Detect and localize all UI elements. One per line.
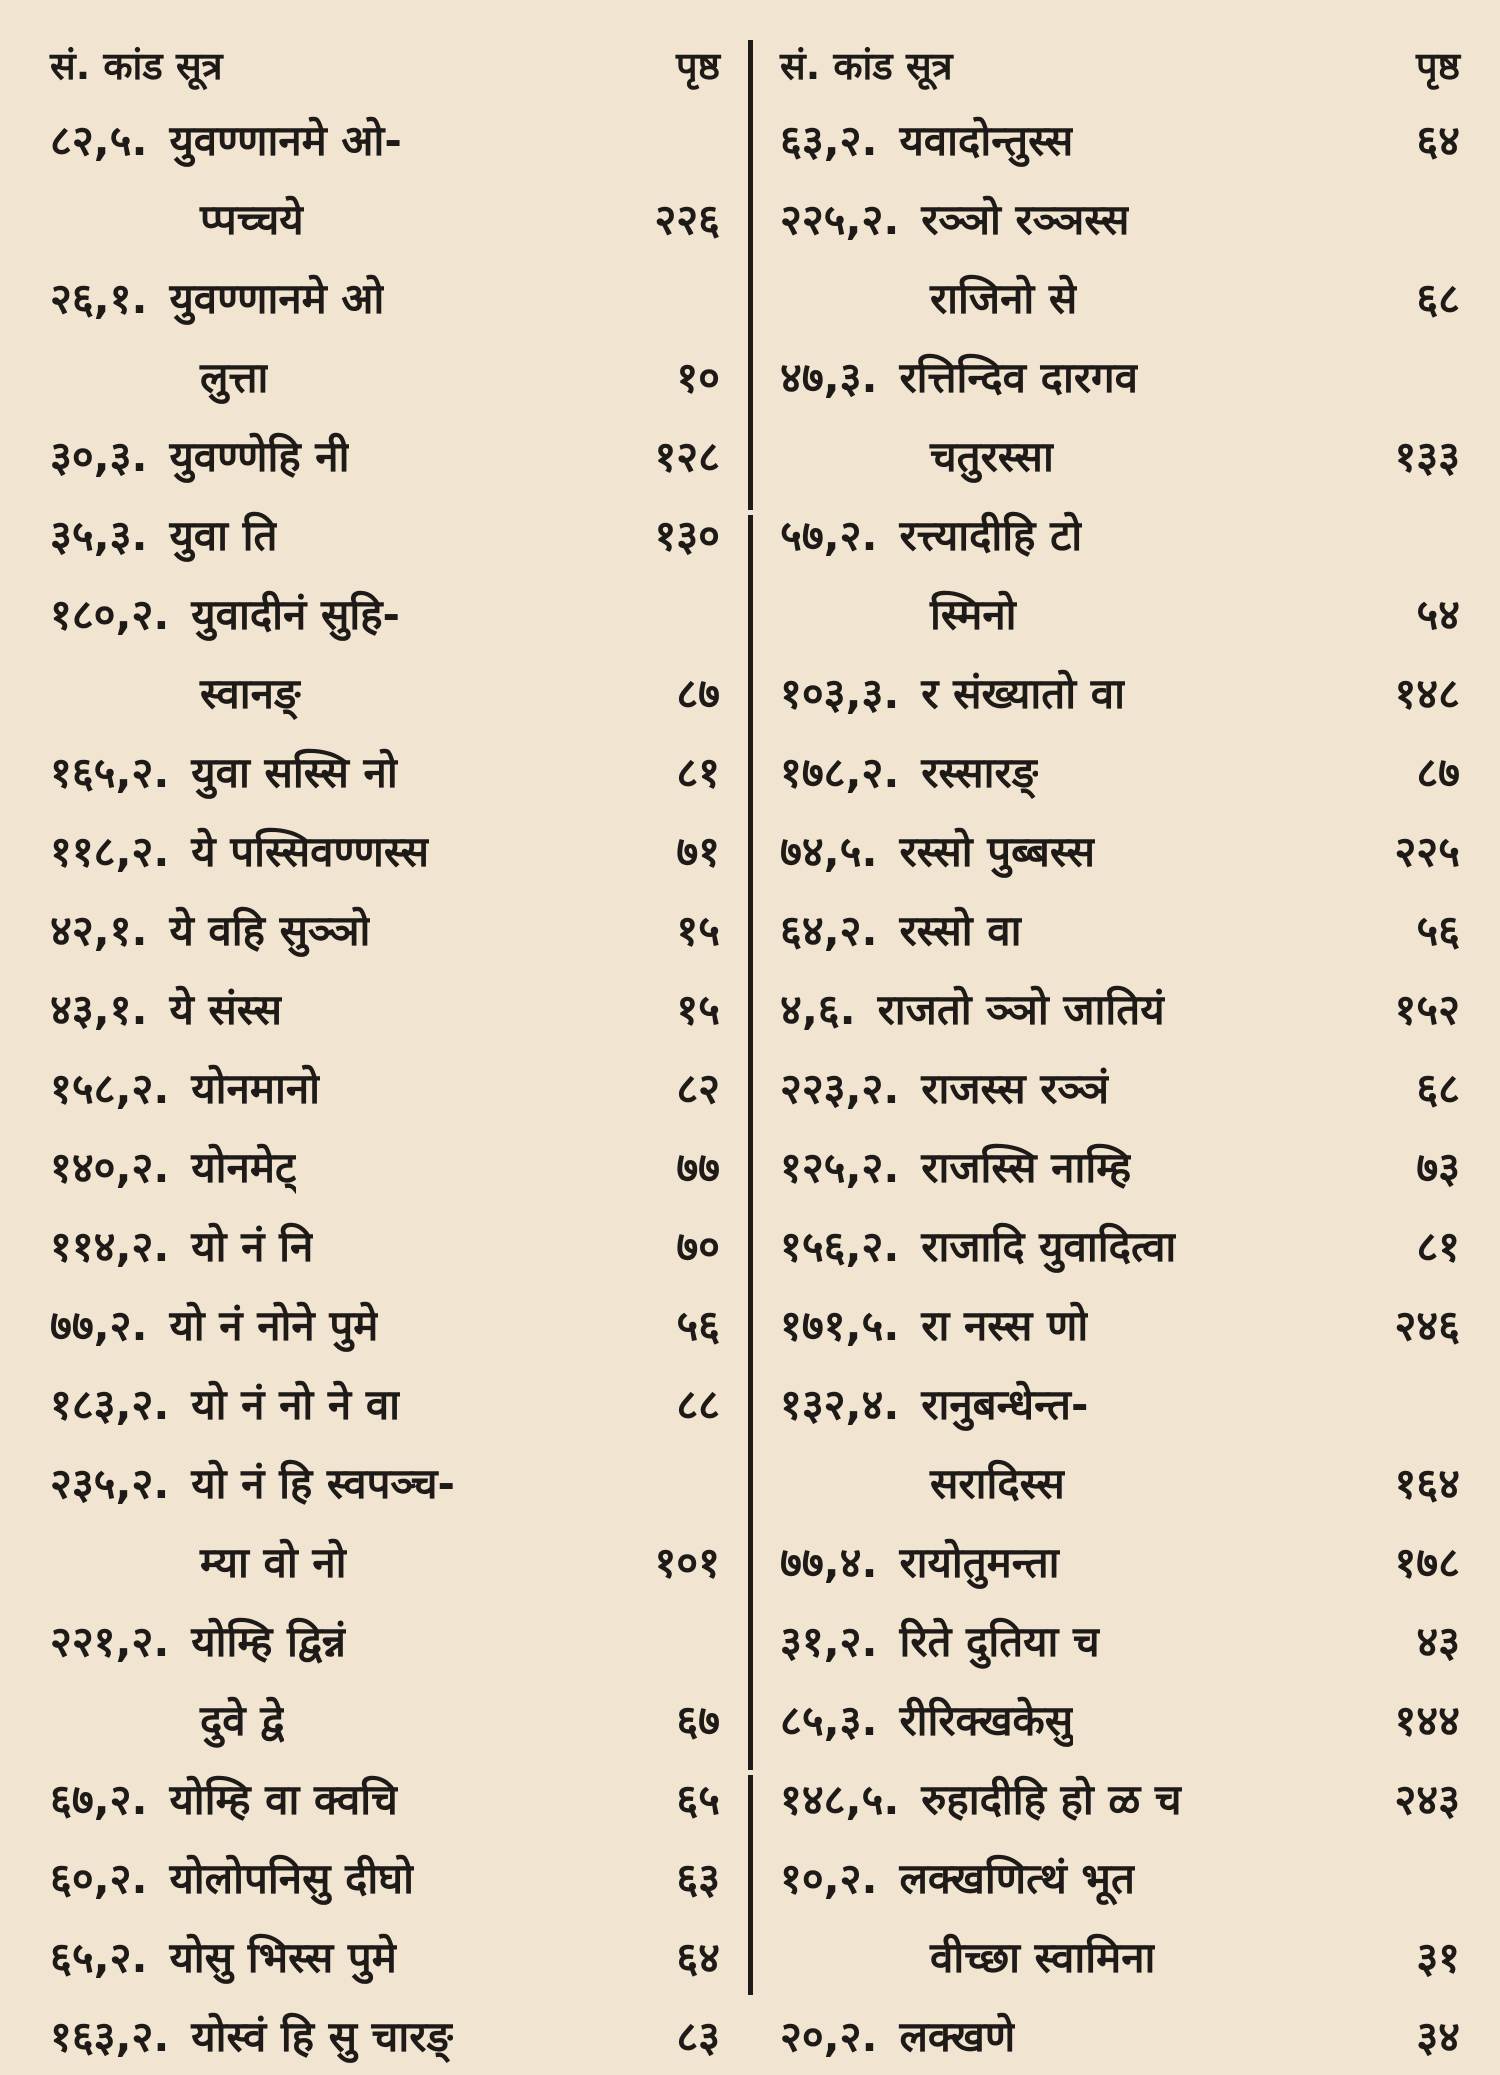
index-entry bbox=[780, 1601, 1460, 1680]
entry-number: १०३,३. bbox=[780, 669, 900, 718]
entry-text bbox=[780, 1138, 1131, 1195]
entry-page-number: ६७ bbox=[676, 1696, 720, 1745]
column-divider bbox=[748, 1775, 753, 1995]
index-entry bbox=[50, 100, 720, 179]
entry-sutra: यो नं हि स्वपञ्च- bbox=[191, 1459, 455, 1508]
entry-number: ७७,४. bbox=[780, 1538, 878, 1587]
entry-page-number: १२८ bbox=[654, 432, 720, 481]
entry-page-number: ८१ bbox=[1416, 1222, 1460, 1271]
entry-sutra: रिते दुतिया च bbox=[899, 1617, 1100, 1666]
index-entry bbox=[780, 179, 1460, 258]
index-entry bbox=[780, 1996, 1460, 2075]
index-entry bbox=[780, 1364, 1460, 1443]
index-entry bbox=[50, 811, 720, 890]
entry-sutra: लुत्ता bbox=[200, 353, 269, 402]
index-entry bbox=[780, 1127, 1460, 1206]
entry-sutra: रीरिक्खकेसु bbox=[899, 1696, 1074, 1745]
index-entry bbox=[50, 1522, 720, 1601]
entry-number: ७७,२. bbox=[50, 1301, 148, 1350]
entry-page-number: १० bbox=[676, 353, 720, 402]
index-entry bbox=[780, 653, 1460, 732]
index-entry bbox=[780, 416, 1460, 495]
entry-number: १०,२. bbox=[780, 1854, 878, 1903]
column-header bbox=[50, 30, 720, 100]
index-entry bbox=[50, 1917, 720, 1996]
entry-page-number: ७१ bbox=[676, 827, 720, 876]
entry-text bbox=[780, 190, 1129, 247]
index-entry bbox=[780, 732, 1460, 811]
index-entry bbox=[780, 1917, 1460, 1996]
entry-number: ४३,१. bbox=[50, 985, 148, 1034]
entry-number: ११८,२. bbox=[50, 827, 170, 876]
index-entry bbox=[50, 1048, 720, 1127]
entry-text bbox=[780, 348, 1138, 405]
entry-text bbox=[50, 1612, 346, 1669]
entry-sutra: योसु भिस्स पुमे bbox=[169, 1933, 397, 1982]
index-entry bbox=[50, 653, 720, 732]
entry-text bbox=[780, 822, 1095, 879]
entry-number: ६५,२. bbox=[50, 1933, 148, 1982]
entry-page-number: ७७ bbox=[676, 1143, 720, 1192]
entry-text bbox=[50, 743, 398, 800]
entry-sutra: रस्सो वा bbox=[899, 906, 1022, 955]
entry-sutra: लक्खणित्थं भूत bbox=[899, 1854, 1135, 1903]
entry-text bbox=[780, 585, 1017, 642]
entry-number: २६,१. bbox=[50, 274, 148, 323]
entry-number: १५६,२. bbox=[780, 1222, 900, 1271]
column-divider bbox=[748, 40, 753, 510]
entry-sutra: चतुरस्सा bbox=[930, 432, 1054, 481]
entry-page-number: ६४ bbox=[676, 1933, 720, 1982]
entry-page-number: ५६ bbox=[676, 1301, 720, 1350]
entry-sutra: यवादोन्तुस्स bbox=[899, 116, 1074, 165]
entry-page-number: २४३ bbox=[1394, 1775, 1460, 1824]
entry-sutra: युवादीनं सुहि- bbox=[191, 590, 400, 639]
index-entry bbox=[50, 495, 720, 574]
entry-number: ११४,२. bbox=[50, 1222, 170, 1271]
entry-sutra: योम्हि वा क्वचि bbox=[169, 1775, 398, 1824]
index-entry bbox=[780, 1759, 1460, 1838]
header-page: पृष्ठ bbox=[1416, 44, 1460, 88]
entry-sutra: ये पस्सिवण्णस्स bbox=[191, 827, 429, 876]
entry-text bbox=[50, 427, 349, 484]
entry-number: १४०,२. bbox=[50, 1143, 170, 1192]
entry-number: २३५,२. bbox=[50, 1459, 170, 1508]
index-entry bbox=[50, 1364, 720, 1443]
entry-sutra: रा नस्स णो bbox=[921, 1301, 1089, 1350]
entry-page-number: ३४ bbox=[1416, 2012, 1460, 2061]
entry-sutra: रस्सारङ् bbox=[921, 748, 1039, 797]
index-entry bbox=[780, 890, 1460, 969]
entry-page-number: १५२ bbox=[1394, 985, 1460, 1034]
entry-text bbox=[50, 1296, 378, 1353]
entry-text bbox=[780, 743, 1038, 800]
entry-text bbox=[780, 427, 1054, 484]
entry-text bbox=[780, 664, 1125, 721]
entry-page-number: ६५ bbox=[676, 1775, 720, 1824]
entry-sutra: रस्सो पुब्बस्स bbox=[899, 827, 1096, 876]
entry-page-number: ६८ bbox=[1416, 274, 1460, 323]
entry-text bbox=[780, 1849, 1135, 1906]
column-header bbox=[780, 30, 1460, 100]
entry-sutra: राजिनो से bbox=[930, 274, 1078, 323]
index-entry bbox=[780, 1443, 1460, 1522]
index-entry bbox=[50, 179, 720, 258]
entry-number: १५८,२. bbox=[50, 1064, 170, 1113]
index-entry bbox=[50, 337, 720, 416]
entry-sutra: लक्खणे bbox=[899, 2012, 1016, 2061]
entry-sutra: प्पच्चये bbox=[200, 195, 304, 244]
entry-page-number: १३० bbox=[654, 511, 720, 560]
entry-page-number: २२५ bbox=[1394, 827, 1460, 876]
entry-text bbox=[50, 585, 400, 642]
index-entry bbox=[780, 1206, 1460, 1285]
index-entry bbox=[50, 1838, 720, 1917]
entry-text bbox=[50, 980, 282, 1037]
entry-text bbox=[780, 1691, 1073, 1748]
entry-page-number: ५४ bbox=[1416, 590, 1460, 639]
entry-sutra: युवण्णानमे ओ bbox=[169, 274, 385, 323]
entry-text bbox=[780, 1612, 1100, 1669]
entry-sutra: रानुबन्धेन्त- bbox=[921, 1380, 1089, 1429]
entry-number: १६३,२. bbox=[50, 2012, 170, 2061]
entry-sutra: ये संस्स bbox=[169, 985, 282, 1034]
entry-number: ३०,३. bbox=[50, 432, 148, 481]
entry-page-number: १४४ bbox=[1394, 1696, 1460, 1745]
index-entry bbox=[50, 574, 720, 653]
entry-sutra: म्या वो नो bbox=[200, 1538, 347, 1587]
entry-number: १६५,२. bbox=[50, 748, 170, 797]
entry-text bbox=[50, 901, 370, 958]
entry-page-number: ३१ bbox=[1416, 1933, 1460, 1982]
entry-text bbox=[780, 901, 1022, 958]
entry-page-number: ८२ bbox=[676, 1064, 720, 1113]
entry-text bbox=[50, 269, 384, 326]
header-label: सं. कांड सूत्र bbox=[50, 44, 223, 88]
entry-text bbox=[780, 1375, 1088, 1432]
right-column bbox=[780, 30, 1460, 2075]
entry-page-number: १७८ bbox=[1394, 1538, 1460, 1587]
entry-text bbox=[780, 1928, 1155, 1985]
entry-number: ४२,१. bbox=[50, 906, 148, 955]
entry-number: १८३,२. bbox=[50, 1380, 170, 1429]
entry-text bbox=[50, 1217, 313, 1274]
entry-text bbox=[780, 111, 1073, 168]
entry-sutra: युवण्णेहि नी bbox=[169, 432, 350, 481]
entry-page-number: ८७ bbox=[676, 669, 720, 718]
entry-sutra: योलोपनिसु दीघो bbox=[169, 1854, 414, 1903]
entry-number: ५७,२. bbox=[780, 511, 878, 560]
index-entry bbox=[780, 811, 1460, 890]
entry-sutra: रञ्ञो रञ्ञस्स bbox=[921, 195, 1130, 244]
entry-sutra: योम्हि द्विन्नं bbox=[191, 1617, 346, 1666]
entry-page-number: १५ bbox=[676, 985, 720, 1034]
entry-text bbox=[50, 1454, 455, 1511]
index-entry bbox=[50, 1680, 720, 1759]
entry-text bbox=[50, 1928, 397, 1985]
entry-text bbox=[50, 1138, 296, 1195]
index-entry bbox=[780, 1680, 1460, 1759]
entry-text bbox=[50, 1533, 347, 1590]
index-entry bbox=[50, 1206, 720, 1285]
entry-sutra: यो नं नो ने वा bbox=[191, 1380, 401, 1429]
index-entry bbox=[780, 574, 1460, 653]
entry-sutra: सरादिस्स bbox=[930, 1459, 1065, 1508]
entry-page-number: ७० bbox=[676, 1222, 720, 1271]
entry-sutra: दुवे द्वे bbox=[200, 1696, 285, 1745]
entry-page-number: ७३ bbox=[1416, 1143, 1460, 1192]
entry-text bbox=[780, 506, 1082, 563]
entry-number: ८२,५. bbox=[50, 116, 148, 165]
header-page: पृष्ठ bbox=[676, 44, 720, 88]
entry-page-number: ८७ bbox=[1416, 748, 1460, 797]
entry-text bbox=[780, 269, 1077, 326]
entry-number: १४८,५. bbox=[780, 1775, 900, 1824]
entry-text bbox=[780, 1217, 1176, 1274]
entry-page-number: ६४ bbox=[1416, 116, 1460, 165]
entry-page-number: १५ bbox=[676, 906, 720, 955]
entry-sutra: योनमेट् bbox=[191, 1143, 297, 1192]
entry-sutra: राजस्सि नाम्हि bbox=[921, 1143, 1132, 1192]
entry-sutra: रत्त्यादीहि टो bbox=[899, 511, 1083, 560]
entry-text bbox=[780, 1059, 1109, 1116]
entry-text bbox=[50, 190, 304, 247]
entry-number: २२१,२. bbox=[50, 1617, 170, 1666]
entry-number: १८०,२. bbox=[50, 590, 170, 639]
entry-number: १७८,२. bbox=[780, 748, 900, 797]
entry-number: १३२,४. bbox=[780, 1380, 900, 1429]
index-entry bbox=[780, 1048, 1460, 1127]
entry-text bbox=[50, 822, 429, 879]
entry-number: ३५,३. bbox=[50, 511, 148, 560]
entry-number: १२५,२. bbox=[780, 1143, 900, 1192]
index-entry bbox=[780, 1838, 1460, 1917]
entry-page-number: १३३ bbox=[1394, 432, 1460, 481]
entry-number: ६३,२. bbox=[780, 116, 878, 165]
entry-sutra: यो नं नोने पुमे bbox=[169, 1301, 379, 1350]
entry-page-number: ५६ bbox=[1416, 906, 1460, 955]
column-divider bbox=[748, 515, 753, 1770]
index-entry bbox=[50, 416, 720, 495]
entry-text bbox=[780, 980, 1165, 1037]
entry-page-number: १४८ bbox=[1394, 669, 1460, 718]
entry-number: २०,२. bbox=[780, 2012, 878, 2061]
index-entry bbox=[780, 258, 1460, 337]
entry-text bbox=[780, 1296, 1088, 1353]
index-entry bbox=[50, 1443, 720, 1522]
entry-sutra: युवा ति bbox=[169, 511, 278, 560]
entry-page-number: ६८ bbox=[1416, 1064, 1460, 1113]
entry-page-number: २२६ bbox=[654, 195, 720, 244]
entry-sutra: वीच्छा स्वामिना bbox=[930, 1933, 1156, 1982]
entry-text bbox=[50, 506, 277, 563]
entry-text bbox=[780, 1533, 1060, 1590]
entry-number: ४,६. bbox=[780, 985, 856, 1034]
entry-sutra: ये वहि सुञ्ञो bbox=[169, 906, 371, 955]
entry-text bbox=[50, 1770, 398, 1827]
entry-page-number: १६४ bbox=[1394, 1459, 1460, 1508]
entry-sutra: र संख्यातो वा bbox=[921, 669, 1125, 718]
entry-text bbox=[50, 111, 402, 168]
entry-sutra: युवा सस्सि नो bbox=[191, 748, 398, 797]
entry-number: ४७,३. bbox=[780, 353, 878, 402]
entry-sutra: योनमानो bbox=[191, 1064, 321, 1113]
entry-text bbox=[50, 1059, 320, 1116]
entry-page-number: ६३ bbox=[676, 1854, 720, 1903]
entry-number: ६७,२. bbox=[50, 1775, 148, 1824]
entry-text bbox=[50, 1849, 414, 1906]
index-entry bbox=[50, 1759, 720, 1838]
entry-number: ७४,५. bbox=[780, 827, 878, 876]
entry-text bbox=[780, 1454, 1065, 1511]
index-entry bbox=[780, 1522, 1460, 1601]
header-label: सं. कांड सूत्र bbox=[780, 44, 953, 88]
index-entry bbox=[50, 258, 720, 337]
entry-sutra: यो नं नि bbox=[191, 1222, 314, 1271]
index-entry bbox=[50, 1285, 720, 1364]
entry-text bbox=[50, 348, 268, 405]
entry-sutra: राजतो ञ्ञो जातियं bbox=[877, 985, 1165, 1034]
index-entry bbox=[780, 337, 1460, 416]
entry-sutra: रायोतुमन्ता bbox=[899, 1538, 1060, 1587]
entry-text bbox=[780, 1770, 1182, 1827]
entry-sutra: रुहादीहि हो ळ च bbox=[921, 1775, 1182, 1824]
entry-sutra: युवण्णानमे ओ- bbox=[169, 116, 402, 165]
entry-number: २२३,२. bbox=[780, 1064, 900, 1113]
index-entry bbox=[50, 1601, 720, 1680]
index-entry bbox=[50, 890, 720, 969]
index-entry bbox=[50, 1127, 720, 1206]
index-entry bbox=[780, 969, 1460, 1048]
entry-sutra: स्मिनो bbox=[930, 590, 1017, 639]
entry-sutra: राजस्स रञ्ञं bbox=[921, 1064, 1110, 1113]
index-entry bbox=[50, 732, 720, 811]
entry-text bbox=[50, 2007, 453, 2064]
entry-page-number: ४३ bbox=[1416, 1617, 1460, 1666]
entry-text bbox=[50, 1691, 284, 1748]
entry-page-number: १०१ bbox=[654, 1538, 720, 1587]
index-entry bbox=[780, 100, 1460, 179]
index-entry bbox=[50, 969, 720, 1048]
entry-number: ६०,२. bbox=[50, 1854, 148, 1903]
entry-number: १७१,५. bbox=[780, 1301, 900, 1350]
entry-number: ६४,२. bbox=[780, 906, 878, 955]
entry-sutra: रत्तिन्दिव दारगव bbox=[899, 353, 1139, 402]
entry-text bbox=[780, 2007, 1015, 2064]
entry-page-number: ८३ bbox=[676, 2012, 720, 2061]
entry-sutra: राजादि युवादित्वा bbox=[921, 1222, 1177, 1271]
entry-page-number: २४६ bbox=[1394, 1301, 1460, 1350]
entry-number: २२५,२. bbox=[780, 195, 900, 244]
entry-sutra: योस्वं हि सु चारङ् bbox=[191, 2012, 454, 2061]
entry-page-number: ८८ bbox=[676, 1380, 720, 1429]
index-entry bbox=[50, 1996, 720, 2075]
entry-page-number: ८१ bbox=[676, 748, 720, 797]
entry-number: ३१,२. bbox=[780, 1617, 878, 1666]
entry-number: ८५,३. bbox=[780, 1696, 878, 1745]
entry-sutra: स्वानङ् bbox=[200, 669, 301, 718]
left-column bbox=[50, 30, 720, 2075]
entry-text bbox=[50, 664, 301, 721]
index-entry bbox=[780, 1285, 1460, 1364]
index-entry bbox=[780, 495, 1460, 574]
entry-text bbox=[50, 1375, 400, 1432]
